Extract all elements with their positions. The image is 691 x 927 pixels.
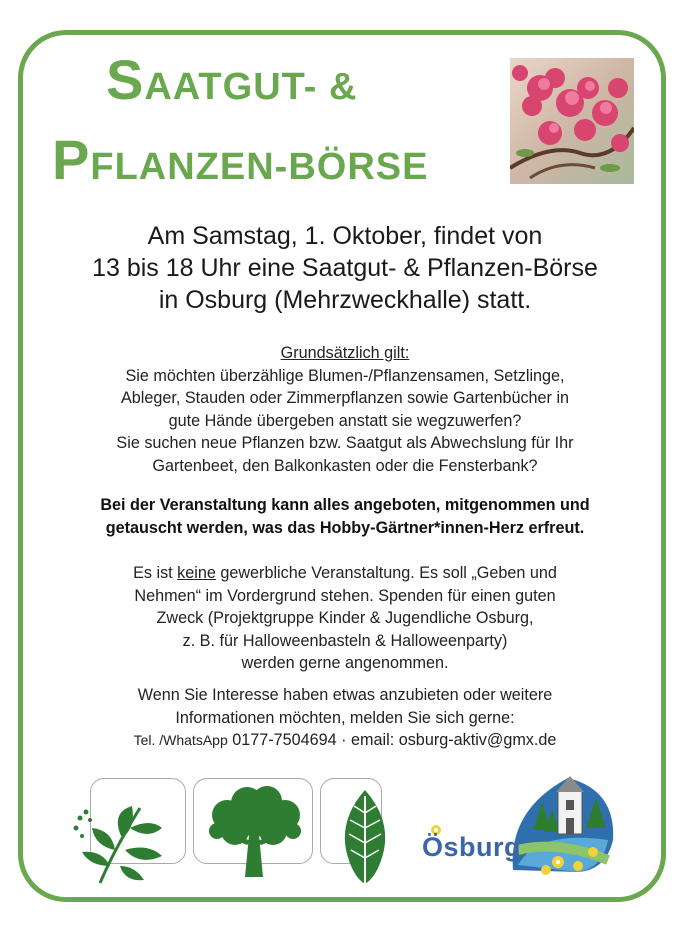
title-line-2: PFLANZEN-BÖRSE: [52, 128, 429, 191]
principles-line: Gartenbeet, den Balkonkasten oder die Fensterbank?: [152, 456, 538, 475]
tel-email[interactable]: 0177-7504694 · email: osburg-aktiv@gmx.de: [227, 731, 557, 749]
tel-label: Tel. /WhatsApp: [133, 732, 228, 748]
highlight-line-2: getauscht werden, was das Hobby-Gärtner*innen-Herz erfreut.: [105, 519, 585, 537]
intro-line-3: in Osburg (Mehrzweckhalle) statt.: [158, 286, 532, 314]
contact-line-2: Informationen möchten, melden Sie sich gerne:: [175, 708, 515, 727]
principles-section: [40, 342, 650, 477]
leaf-icon: [340, 788, 390, 886]
title-line-1: SAATGUT- &: [106, 48, 358, 111]
principles-heading: Grundsätzlich gilt:: [280, 344, 410, 362]
flower-photo: [510, 58, 634, 184]
intro-line-2: 13 bis 18 Uhr eine Saatgut- & Pflanzen-Börse: [92, 254, 598, 282]
noncommercial-line: z. B. für Halloweenbasteln & Halloweenparty): [182, 631, 508, 650]
noncommercial-paragraph: [40, 562, 650, 675]
principles-line: Ableger, Stauden oder Zimmerpflanzen sowie Gartenbücher in: [120, 389, 570, 407]
principles-line: Sie suchen neue Pflanzen bzw. Saatgut als Abwechslung für Ihr: [116, 434, 574, 452]
highlight-line-1: Bei der Veranstaltung kann alles angeboten, mitgenommen und: [100, 496, 590, 514]
event-intro: [40, 220, 650, 316]
page-title: [52, 48, 492, 191]
leafy-branch-icon: [70, 788, 170, 888]
noncommercial-line: werden gerne angenommen.: [241, 654, 449, 672]
contact-details: [40, 729, 650, 752]
osburg-logo-text: Ösburg: [422, 832, 522, 862]
contact-section: [40, 684, 650, 752]
osburg-logo: [418, 770, 618, 880]
noncommercial-line: Zweck (Projektgruppe Kinder & Jugendliche Osburg,: [156, 609, 534, 627]
noncommercial-line-1: Es ist keine gewerbliche Veranstaltung. Es soll „Geben und: [133, 564, 557, 582]
principles-line: gute Hände übergeben anstatt sie wegzuwerfen?: [168, 411, 522, 430]
keine-keyword: keine: [177, 564, 216, 582]
intro-line-1: Am Samstag, 1. Oktober, findet von: [147, 222, 543, 250]
highlight-paragraph: [40, 494, 650, 540]
noncommercial-line: Nehmen“ im Vordergrund stehen. Spenden für einen guten: [134, 586, 556, 605]
principles-line: Sie möchten überzählige Blumen-/Pflanzensamen, Setzlinge,: [125, 366, 565, 385]
tree-icon: [205, 785, 303, 880]
contact-line-1: Wenn Sie Interesse haben etwas anzubieten oder weitere: [137, 686, 553, 704]
